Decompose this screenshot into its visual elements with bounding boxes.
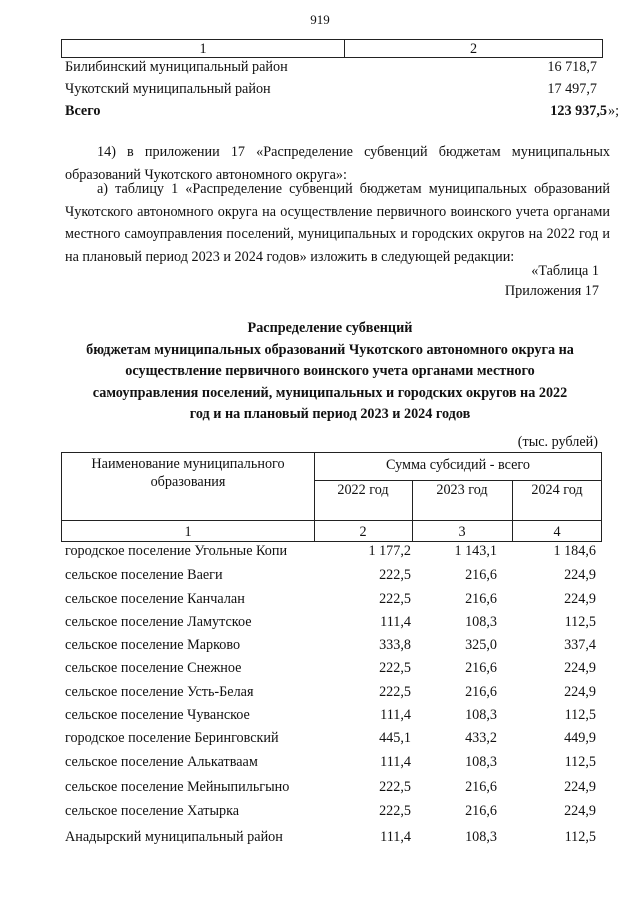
value-2022: 111,4: [380, 614, 411, 630]
value-2023: 108,3: [465, 707, 497, 723]
value-2023: 216,6: [465, 660, 497, 676]
table-row: [61, 543, 602, 565]
title-line: осуществление первичного воинского учета органами местного: [125, 363, 535, 379]
column-number-row: [61, 39, 603, 58]
page-number: 919: [310, 12, 330, 27]
value-2022: 222,5: [379, 660, 411, 676]
table-row: [61, 730, 602, 752]
title-line: самоуправления поселений, муниципальных и городских округов на 2022: [92, 384, 568, 401]
value-2024: 112,5: [564, 829, 596, 845]
municipality-name: сельское поселение Снежное: [65, 660, 242, 676]
value-2023: 216,6: [465, 803, 497, 819]
municipality-name: сельское поселение Чуванское: [65, 707, 250, 723]
value-2023: 108,3: [465, 614, 497, 630]
value-2023: 325,0: [465, 637, 497, 653]
value-2024: 224,9: [564, 660, 596, 676]
table-row: [61, 614, 602, 636]
value-2022: 222,5: [379, 567, 411, 583]
value-2024: 449,9: [564, 730, 596, 746]
column-number: 1: [184, 524, 192, 540]
column-number: 3: [458, 524, 466, 540]
value-2022: 111,4: [380, 707, 411, 723]
table-row: [61, 829, 602, 851]
value-2024: 112,5: [564, 754, 596, 770]
value-2024: 224,9: [564, 591, 596, 607]
row-value: 17 497,7: [547, 81, 597, 97]
value-2022: 111,4: [380, 829, 411, 845]
table-row: [61, 707, 602, 729]
value-2022: 111,4: [380, 754, 411, 770]
units-label: (тыс. рублей): [517, 434, 598, 450]
table-row: [61, 754, 602, 776]
header-text: Наименование муниципального: [91, 456, 285, 472]
value-2023: 216,6: [465, 591, 497, 607]
value-2023: 216,6: [465, 779, 497, 795]
title-line: бюджетам муниципальных образований Чукотского автономного округа на: [86, 341, 574, 358]
table-header: [61, 452, 602, 542]
table-row: [61, 660, 602, 682]
header-text: образования: [150, 474, 226, 490]
value-2024: 112,5: [564, 707, 596, 723]
table-row: [61, 803, 602, 825]
value-2022: 222,5: [379, 779, 411, 795]
total-label: Всего: [65, 103, 101, 119]
row-value: 16 718,7: [547, 59, 597, 75]
value-2024: 337,4: [564, 637, 596, 653]
municipality-name: сельское поселение Канчалан: [65, 591, 245, 607]
name-column-header: [62, 455, 314, 491]
column-number: 4: [553, 524, 561, 540]
value-2024: 224,9: [564, 779, 596, 795]
municipality-name: сельское поселение Усть-Белая: [65, 684, 254, 700]
municipality-name: городское поселение Угольные Копи: [65, 543, 288, 559]
value-2022: 333,8: [379, 637, 411, 653]
column-number: 2: [359, 524, 367, 540]
sum-column-header: Сумма субсидий - всего: [385, 457, 530, 473]
value-2023: 216,6: [465, 567, 497, 583]
closing-quote: »;: [608, 103, 620, 119]
municipality-name: сельское поселение Ламутское: [65, 614, 252, 630]
value-2023: 108,3: [465, 829, 497, 845]
value-2022: 222,5: [379, 803, 411, 819]
value-2023: 1 143,1: [454, 543, 497, 559]
year-2022-header: 2022 год: [337, 482, 389, 498]
table-title: [60, 318, 600, 426]
value-2022: 222,5: [379, 591, 411, 607]
column-number: 2: [469, 41, 478, 57]
municipality-name: сельское поселение Марково: [65, 637, 241, 653]
municipality-name: сельское поселение Алькатваам: [65, 754, 258, 770]
year-2024-header: 2024 год: [531, 482, 583, 498]
value-2023: 216,6: [465, 684, 497, 700]
row-name: Билибинский муниципальный район: [65, 59, 288, 75]
value-2022: 1 177,2: [368, 543, 411, 559]
title-line: год и на плановый период 2023 и 2024 годов: [189, 406, 471, 422]
value-2024: 224,9: [564, 567, 596, 583]
previous-table-end: [61, 39, 607, 119]
table-row: [61, 684, 602, 706]
table-row: [61, 567, 602, 589]
table-row: [61, 59, 603, 79]
total-value: 123 937,5: [550, 103, 607, 119]
table-row: [61, 779, 602, 801]
municipality-name: сельское поселение Мейныпильгыно: [65, 779, 290, 795]
value-2024: 112,5: [564, 614, 596, 630]
table-row: [61, 637, 602, 659]
table-ref-line1: «Таблица 1: [531, 263, 599, 279]
table-row: [61, 591, 602, 613]
municipality-name: сельское поселение Хатырка: [65, 803, 240, 819]
value-2024: 224,9: [564, 684, 596, 700]
total-row: [61, 103, 607, 123]
municipality-name: Анадырский муниципальный район: [65, 829, 283, 845]
row-name: Чукотский муниципальный район: [65, 81, 271, 97]
value-2022: 222,5: [379, 684, 411, 700]
value-2023: 433,2: [465, 730, 497, 746]
paragraph-a: а) таблицу 1 «Распределение субвенций бюджетам муниципальных образований Чукотского автономного округа на осуществление первичного воинского учета органами местного самоуправления поселений, муниципальных и городских округов на 2022 год и на плановый период 2023 и 2024 годов» изложить в следующей редакции:: [65, 181, 610, 265]
value-2023: 108,3: [465, 754, 497, 770]
title-line: Распределение субвенций: [247, 320, 413, 336]
value-2022: 445,1: [379, 730, 411, 746]
year-2023-header: 2023 год: [436, 482, 488, 498]
value-2024: 224,9: [564, 803, 596, 819]
table-ref-line2: Приложения 17: [504, 283, 599, 299]
municipality-name: городское поселение Беринговский: [65, 730, 279, 746]
column-number: 1: [62, 40, 345, 57]
table-row: [61, 81, 603, 101]
value-2024: 1 184,6: [553, 543, 596, 559]
paragraph-14: 14) в приложении 17 «Распределение субвенций бюджетам муниципальных образований Чукотского автономного округа»:: [65, 144, 610, 183]
municipality-name: сельское поселение Ваеги: [65, 567, 223, 583]
